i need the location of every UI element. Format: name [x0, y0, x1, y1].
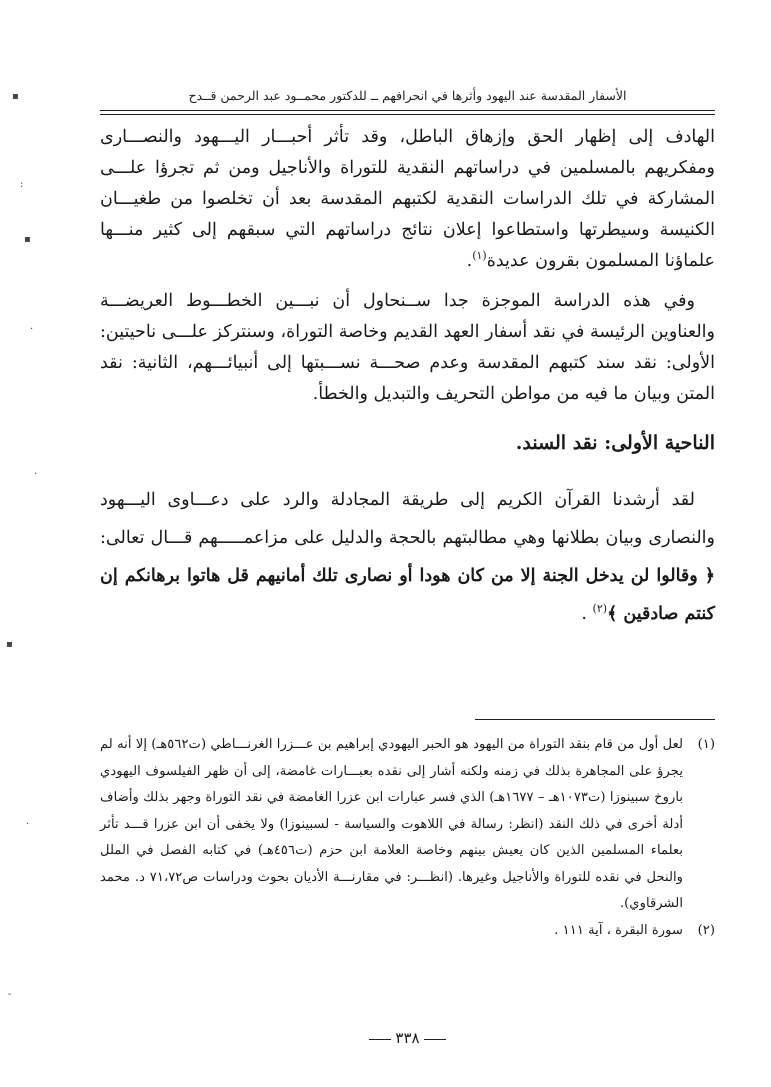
scan-edge-mark: · — [26, 819, 30, 830]
footnote-text: لعل أول من قام بنقد التوراة من اليهود هو الحبر اليهودي إبراهيم بن عـــزرا الغرنـــاطي (ت٥٦٢هـ) إلا أنه لم يجرؤ على المجاهرة بذلك في زمنه ولكنه أشار إلى نقده بعبـــارات غامضة، إلى أن ظهر الفيلسوف اليهودي باروخ سبينوزا (ت١٠٧٣هـ – ١٦٧٧هـ) الذي فسر عبارات ابن عزرا الغامضة في نقد التوراة وجهر بذلك وأضاف أدلة أخرى في ذلك النقد (انظر: رسالة في اللاهوت والسياسة - لسبينوزا) ولا يخفى أن ابن عزرا قـــد تأثر بعلماء المسلمين الذين كان يعيش بينهم وخاصة العلامة ابن حزم (ت٤٥٦هـ) في كتابه الفصل في الملل والنحل في نقده للتوراة والأناجيل وغيرها. (انظـــر: في مقارنـــة الأديان بحوث ودراسات ص٧١،٧٢ د. محمد الشرقاوي). — [100, 737, 684, 911]
paragraph-1-text: الهادف إلى إظهار الحق وإزهاق الباطل، وقد تأثر أحبـــار اليـــهود والنصـــارى ومفكريهم بالمسلمين في دراساتهم النقدية للتوراة والأناجيل ومن ثم تجرؤا علـــى المشاركة في تلك الدراسات النقدية لكتبهم المقدسة بعد أن تخلصوا من طغيـــان الكنيسة وسيطرتها واستطاعوا إعلان نتائج دراساتهم التي سبقهم إلى كثير منـــها علماؤنا المسلمون بقرون عديدة — [100, 127, 715, 271]
running-header: الأسفار المقدسة عند اليهود وأثرها في انحرافهم ــ للدكتور محمــود عبد الرحمن قــدح — [188, 88, 627, 103]
scan-edge-mark: - — [8, 989, 12, 1000]
header-rule — [100, 110, 715, 111]
footnote-2 — [100, 918, 715, 945]
scan-edge-mark: · — [34, 469, 38, 480]
scan-edge-mark: ▪ — [12, 91, 19, 102]
footnotes — [100, 732, 715, 944]
document-page — [100, 74, 715, 1074]
paragraph-1 — [100, 122, 715, 277]
paragraph-3-end: . — [581, 604, 593, 624]
body-text — [100, 122, 715, 633]
footnote-rule — [475, 719, 715, 720]
paragraph-3-text: لقد أرشدنا القرآن الكريم إلى طريقة المجادلة والرد على دعـــاوى اليـــهود والنصارى وبيان بطلانها وهي مطالبتهم بالحجة والدليل على مزاعمـــــهم قـــال تعالى: — [100, 490, 715, 548]
scan-edge-mark: ▪ — [24, 234, 31, 245]
footnote-text: سورة البقرة ، آية ١١١ . — [554, 922, 683, 938]
scan-edge-mark: · — [30, 324, 34, 335]
page-number-value: ٣٣٨ — [395, 1029, 420, 1047]
footnote-number: (١) — [697, 737, 715, 752]
folio-dash — [369, 1039, 391, 1040]
paragraph-1-end: . — [466, 251, 473, 271]
quran-verse: ﴿ وقالوا لن يدخل الجنة إلا من كان هودا أو نصارى تلك أمانيهم قل هاتوا برهانكم إن كنتم صادقين ﴾ — [100, 566, 715, 624]
footnote-1 — [100, 732, 715, 918]
footnote-number: (٢) — [697, 922, 715, 938]
page-number — [100, 1029, 715, 1047]
header-rule-thin — [100, 114, 715, 115]
footnote-ref-1[interactable]: (١) — [472, 249, 487, 263]
folio-dash — [424, 1039, 446, 1040]
footnote-ref-2[interactable]: (٢) — [592, 602, 608, 616]
paragraph-2: وفي هذه الدراسة الموجزة جدا ســنحاول أن نبـــين الخطـــوط العريضـــة والعناوين الرئيسة في نقد أسفار العهد القديم وخاصة التوراة، وسنتركز علـــى ناحيتين: الأولى: نقد سند كتبهم المقدسة وعدم صحـــة نســـبتها إلى أنبيائـــهم، الثانية: نقد المتن وبيان ما فيه من مواطن التحريف والتبديل والخطأ. — [100, 291, 715, 404]
scan-edge-mark: ▪ — [6, 639, 13, 650]
scan-edge-mark: : — [20, 179, 24, 190]
paragraph-3 — [100, 481, 715, 633]
section-heading: الناحية الأولى: نقد السند. — [515, 432, 715, 454]
